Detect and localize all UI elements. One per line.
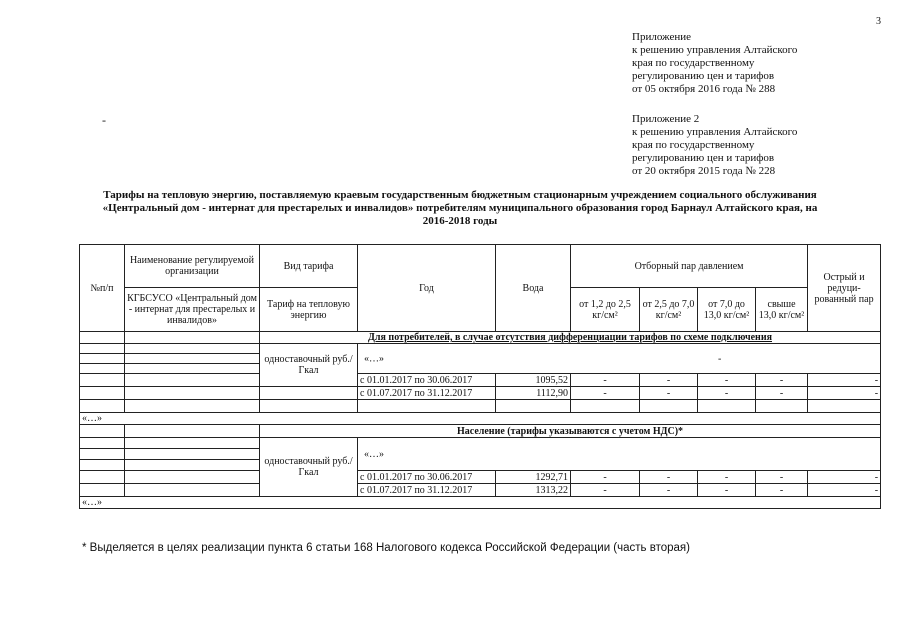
header-steam-2: от 2,5 до 7,0 кг/см² xyxy=(640,288,698,332)
empty-cell xyxy=(125,332,260,344)
gap-row xyxy=(80,497,881,509)
empty-cell xyxy=(260,387,358,400)
appendix-line: к решению управления Алтайского xyxy=(632,126,798,138)
header-steam-1: от 1,2 до 2,5 кг/см² xyxy=(571,288,640,332)
period-cell: с 01.07.2017 по 31.12.2017 xyxy=(358,387,496,400)
water-value: 1313,22 xyxy=(496,484,571,497)
empty-cell xyxy=(80,387,125,400)
table-row xyxy=(80,471,881,484)
empty-cell xyxy=(80,460,125,471)
steam-2-value: - xyxy=(640,374,698,387)
table-row xyxy=(80,374,881,387)
title-line: «Центральный дом - интернат для престарелых и инвалидов» потребителям муниципального образования город Барнаул Алтайского края, на xyxy=(102,202,818,214)
steam-1-value: - xyxy=(571,374,640,387)
water-value: 1095,52 xyxy=(496,374,571,387)
empty-cell xyxy=(80,364,125,374)
tariff-table xyxy=(79,244,881,509)
empty-cell xyxy=(80,354,125,364)
empty-cell xyxy=(125,387,260,400)
appendix-line: к решению управления Алтайского xyxy=(632,44,798,56)
empty-cell xyxy=(125,354,260,364)
appendix-line: регулированию цен и тарифов xyxy=(632,152,775,164)
water-value: 1292,71 xyxy=(496,471,571,484)
gap-ellipsis: «…» xyxy=(80,413,881,425)
steam-3-value: - xyxy=(698,484,756,497)
period-cell: с 01.01.2017 по 30.06.2017 xyxy=(358,374,496,387)
section-1-ellipsis: «…» xyxy=(364,353,384,364)
header-year: Год xyxy=(358,245,496,332)
section-2-title-row xyxy=(80,425,881,438)
title-line: 2016-2018 годы xyxy=(422,215,498,227)
steam-3-value: - xyxy=(698,374,756,387)
gap-ellipsis: «…» xyxy=(80,497,881,509)
appendix-2-header xyxy=(632,113,797,178)
section-1-tariff-kind: одноставочный руб./Гкал xyxy=(260,344,358,387)
empty-cell xyxy=(125,438,260,449)
document-title xyxy=(60,189,860,228)
steam-2-value: - xyxy=(640,484,698,497)
sharp-value: - xyxy=(808,484,881,497)
steam-2-value: - xyxy=(640,471,698,484)
water-value: 1112,90 xyxy=(496,387,571,400)
empty-cell xyxy=(80,332,125,344)
section-1-ellipsis-dash: - xyxy=(718,353,722,364)
empty-cell xyxy=(698,400,756,413)
empty-cell xyxy=(571,400,640,413)
empty-cell xyxy=(80,425,125,438)
section-1-ellipsis-cell xyxy=(358,344,881,374)
section-1-title: Для потребителей, в случае отсутствия дифференциации тарифов по схеме подключения xyxy=(260,332,881,344)
sharp-value: - xyxy=(808,387,881,400)
empty-cell xyxy=(80,374,125,387)
steam-4-value: - xyxy=(756,387,808,400)
title-line: Тарифы на тепловую энергию, поставляемую краевым государственным бюджетным стационарным учреждением социального обслуживания xyxy=(103,189,817,201)
header-sharp-steam: Острый и редуци-рованный пар xyxy=(808,245,881,332)
empty-cell xyxy=(640,400,698,413)
appendix-line: Приложение xyxy=(632,31,692,43)
sharp-value: - xyxy=(808,374,881,387)
steam-4-value: - xyxy=(756,484,808,497)
header-tariff-type: Вид тарифа xyxy=(260,245,358,288)
appendix-line: Приложение 2 xyxy=(632,113,700,125)
page-number: 3 xyxy=(876,16,881,27)
empty-cell xyxy=(80,449,125,460)
empty-cell xyxy=(125,471,260,484)
header-water: Вода xyxy=(496,245,571,332)
stray-mark: - xyxy=(102,113,106,127)
period-cell: с 01.01.2017 по 30.06.2017 xyxy=(358,471,496,484)
appendix-line: от 05 октября 2016 года № 288 xyxy=(632,83,776,95)
header-row xyxy=(80,245,881,288)
header-steam-group: Отборный пар давлением xyxy=(571,245,808,288)
org-name: КГБСУСО «Центральный дом - интернат для престарелых и инвалидов» xyxy=(125,288,260,332)
empty-cell xyxy=(260,400,358,413)
section-1-title-row xyxy=(80,332,881,344)
empty-cell xyxy=(80,438,125,449)
empty-cell xyxy=(80,471,125,484)
org-tariff-type: Тариф на тепловую энергию xyxy=(260,288,358,332)
footnote: * Выделяется в целях реализации пункта 6 статьи 168 Налогового кодекса Российской Федерации (часть вторая) xyxy=(82,542,690,554)
empty-cell xyxy=(125,374,260,387)
empty-cell xyxy=(808,400,881,413)
empty-cell xyxy=(358,400,496,413)
appendix-line: от 20 октября 2015 года № 228 xyxy=(632,165,776,177)
steam-4-value: - xyxy=(756,471,808,484)
steam-4-value: - xyxy=(756,374,808,387)
header-steam-4: свыше 13,0 кг/см² xyxy=(756,288,808,332)
sharp-value: - xyxy=(808,471,881,484)
appendix-line: края по государственному xyxy=(632,139,755,151)
steam-1-value: - xyxy=(571,484,640,497)
section-2-spacer-row xyxy=(80,438,881,449)
steam-3-value: - xyxy=(698,471,756,484)
appendix-1-header xyxy=(632,31,797,96)
appendix-line: края по государственному xyxy=(632,57,755,69)
section-2-ellipsis: «…» xyxy=(358,438,881,471)
table-row xyxy=(80,387,881,400)
empty-cell xyxy=(80,344,125,354)
table-row xyxy=(80,484,881,497)
empty-cell xyxy=(496,400,571,413)
empty-cell xyxy=(80,484,125,497)
appendix-line: регулированию цен и тарифов xyxy=(632,70,775,82)
empty-cell xyxy=(125,460,260,471)
empty-cell xyxy=(125,449,260,460)
table-row xyxy=(80,400,881,413)
header-steam-3: от 7,0 до 13,0 кг/см² xyxy=(698,288,756,332)
section-1-spacer-row xyxy=(80,344,881,354)
steam-1-value: - xyxy=(571,471,640,484)
steam-1-value: - xyxy=(571,387,640,400)
steam-3-value: - xyxy=(698,387,756,400)
gap-row xyxy=(80,413,881,425)
header-org: Наименование регулируемой организации xyxy=(125,245,260,288)
empty-cell xyxy=(125,400,260,413)
empty-cell xyxy=(125,364,260,374)
section-2-title: Население (тарифы указываются с учетом НДС)* xyxy=(260,425,881,438)
header-num: №п/п xyxy=(80,245,125,332)
empty-cell xyxy=(125,425,260,438)
empty-cell xyxy=(125,484,260,497)
empty-cell xyxy=(125,344,260,354)
period-cell: с 01.07.2017 по 31.12.2017 xyxy=(358,484,496,497)
empty-cell xyxy=(756,400,808,413)
empty-cell xyxy=(80,400,125,413)
steam-2-value: - xyxy=(640,387,698,400)
section-2-tariff-kind: одноставочный руб./Гкал xyxy=(260,438,358,497)
